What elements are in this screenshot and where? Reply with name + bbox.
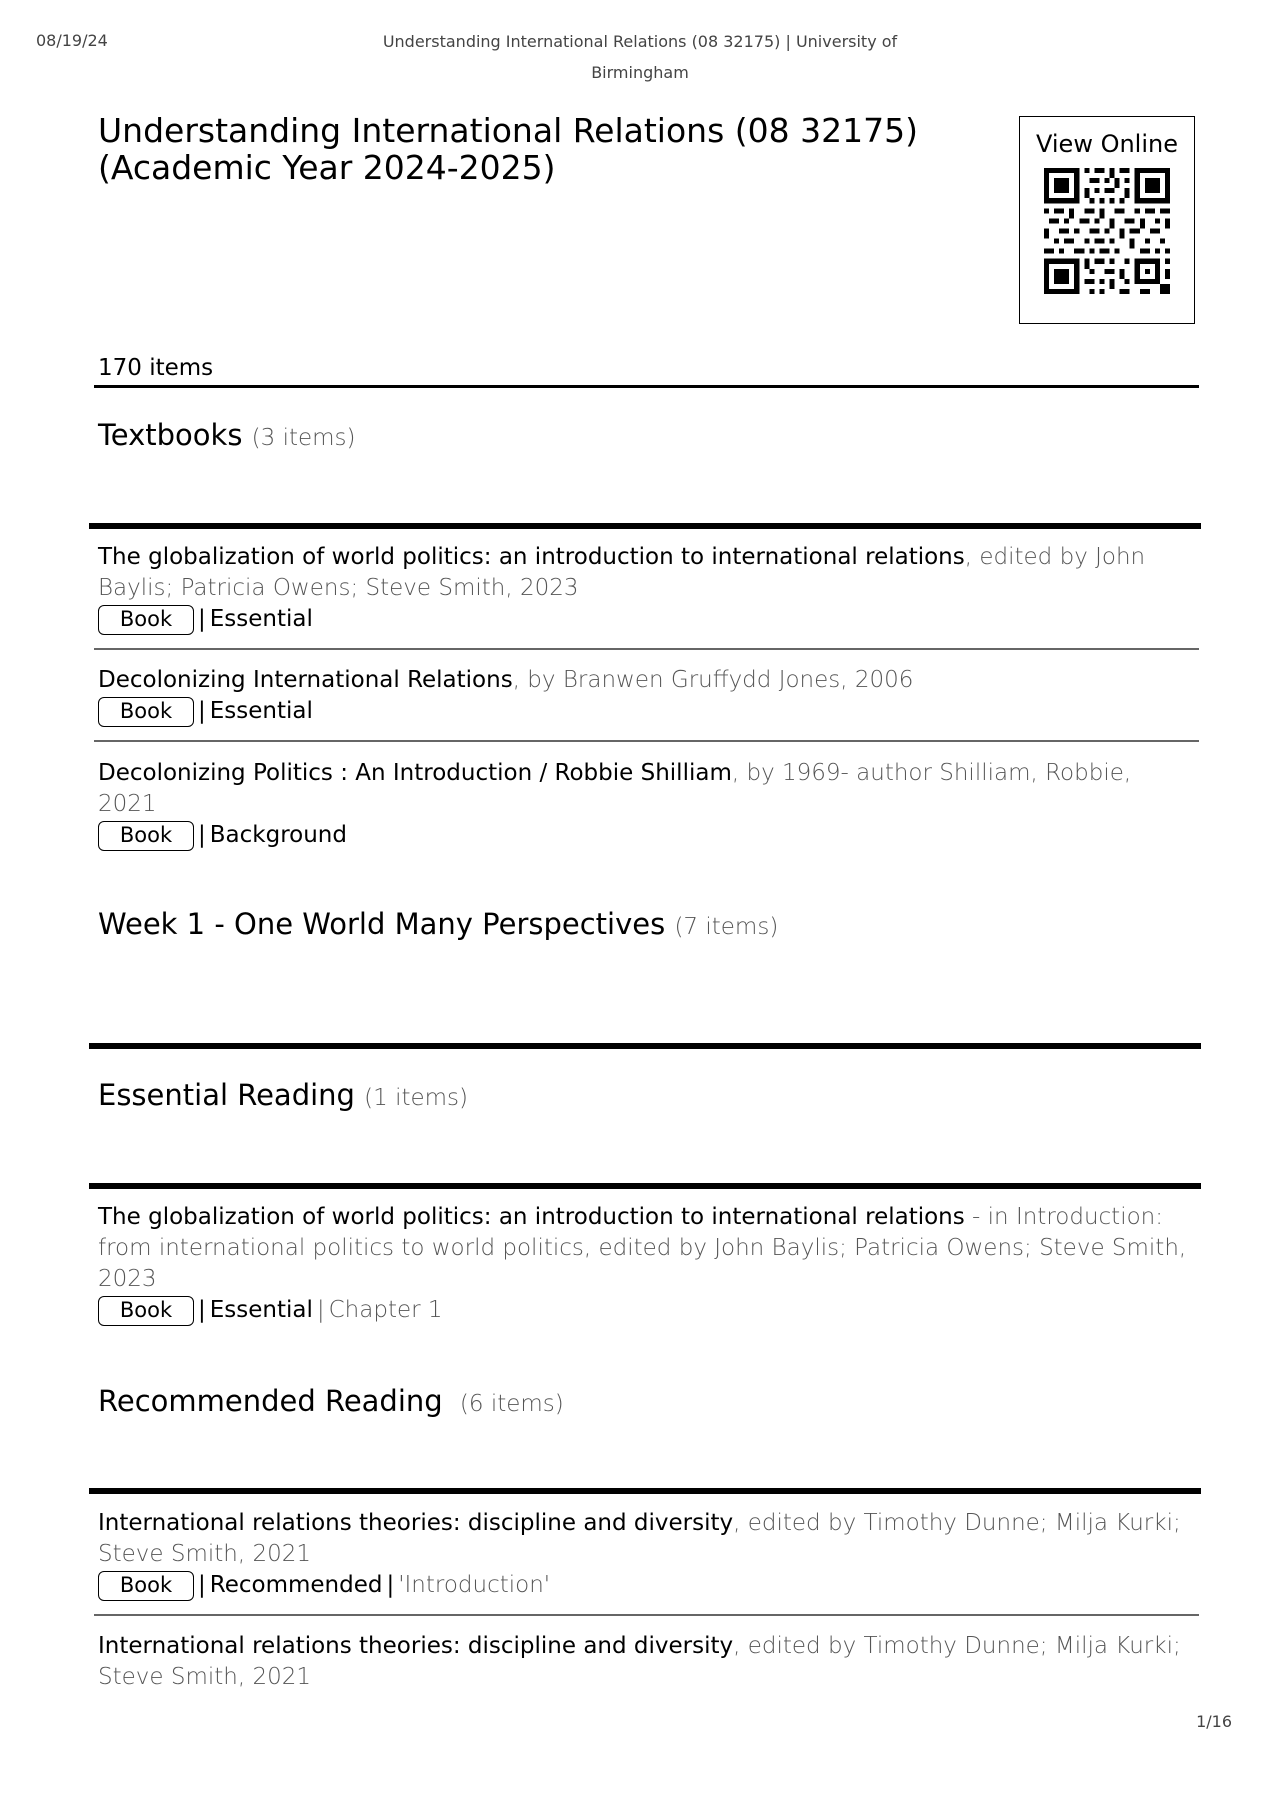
section-heading-recommended-reading[interactable] (98, 1384, 564, 1418)
item-title-link[interactable]: The globalization of world politics: an introduction to international relations (98, 1204, 965, 1230)
view-online-label[interactable]: View Online (1036, 130, 1178, 158)
section-count: (1 items) (364, 1085, 469, 1111)
type-badge: Book (98, 697, 194, 727)
importance-label: Essential (209, 698, 313, 724)
print-header-title: Understanding International Relations (08 32175) | University of Birmingham (382, 32, 898, 82)
section-title[interactable]: Recommended Reading (98, 1384, 443, 1418)
importance-label: Essential (209, 606, 313, 632)
list-item (98, 758, 1193, 851)
items-count: 170 items (98, 355, 214, 381)
page-title (98, 112, 978, 186)
section-heading-week-1[interactable] (98, 907, 778, 941)
page-title-line1: Understanding International Relations (08 32175) (98, 111, 918, 150)
item-meta: - in Introduction: from international politics to world politics, edited by John Baylis; Patricia Owens; Steve Smith, 2023 (98, 1204, 1187, 1292)
separator: | (198, 1572, 206, 1598)
list-item (98, 1631, 1193, 1693)
item-title-link[interactable]: Decolonizing Politics : An Introduction / Robbie Shilliam (98, 760, 732, 786)
item-divider (94, 648, 1199, 650)
view-online-box[interactable] (1019, 116, 1195, 324)
section-divider (89, 523, 1201, 529)
item-note: 'Introduction' (398, 1572, 551, 1598)
item-meta: , edited by Timothy Dunne; Milja Kurki; Steve Smith, 2021 (98, 1510, 1181, 1567)
page-number: 1/16 (1196, 1712, 1232, 1731)
importance-label: Recommended (209, 1572, 383, 1598)
separator: | (198, 1297, 206, 1323)
section-count: (6 items) (459, 1391, 564, 1417)
item-title-link[interactable]: The globalization of world politics: an introduction to international relations (98, 544, 965, 570)
list-item (98, 1202, 1193, 1326)
section-title[interactable]: Textbooks (98, 418, 243, 452)
item-divider (94, 1614, 1199, 1616)
divider (94, 385, 1199, 388)
section-count: (3 items) (251, 425, 356, 451)
item-title-link[interactable]: International relations theories: discipline and diversity (98, 1510, 734, 1536)
section-count: (7 items) (674, 914, 779, 940)
item-meta: , by Branwen Gruffydd Jones, 2006 (512, 667, 914, 693)
item-meta: , edited by John Baylis; Patricia Owens; Steve Smith, 2023 (98, 544, 1146, 601)
qr-code-icon[interactable] (1044, 168, 1170, 294)
item-divider (94, 740, 1199, 742)
section-heading-textbooks[interactable] (98, 418, 356, 452)
section-heading-essential-reading[interactable] (98, 1078, 468, 1112)
type-badge: Book (98, 1296, 194, 1326)
separator: | (198, 606, 206, 632)
print-date: 08/19/24 (36, 31, 108, 50)
separator: | (198, 822, 206, 848)
item-note: Chapter 1 (328, 1297, 443, 1323)
page-title-line2: (Academic Year 2024-2025) (98, 148, 556, 187)
type-badge: Book (98, 605, 194, 635)
item-title-link[interactable]: Decolonizing International Relations (98, 667, 513, 693)
section-divider (89, 1043, 1201, 1049)
type-badge: Book (98, 821, 194, 851)
separator: | (386, 1572, 395, 1598)
section-divider (89, 1183, 1201, 1189)
importance-label: Background (209, 822, 347, 848)
list-item (98, 665, 1193, 727)
separator: | (198, 698, 206, 724)
section-title[interactable]: Essential Reading (98, 1078, 355, 1112)
item-meta: , by 1969- author Shilliam, Robbie, 2021 (98, 760, 1132, 817)
item-meta: , edited by Timothy Dunne; Milja Kurki; Steve Smith, 2021 (98, 1633, 1181, 1690)
separator: | (316, 1297, 325, 1323)
section-divider (89, 1488, 1201, 1494)
type-badge: Book (98, 1571, 194, 1601)
list-item (98, 1508, 1193, 1601)
importance-label: Essential (209, 1297, 313, 1323)
item-title-link[interactable]: International relations theories: discipline and diversity (98, 1633, 734, 1659)
section-title[interactable]: Week 1 - One World Many Perspectives (98, 907, 666, 941)
list-item (98, 542, 1193, 635)
